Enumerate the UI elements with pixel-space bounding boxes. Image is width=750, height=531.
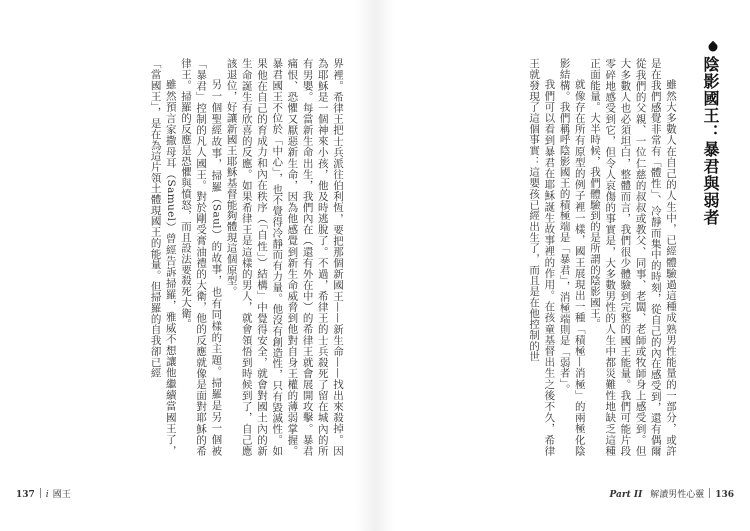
page-number: 137 xyxy=(16,490,35,500)
part-label: Part II xyxy=(609,490,643,500)
paragraph: 就像存在所有原型的例子裡一樣，國王展現出一種「積極—消極」的兩極化陰影結構。我們稱呼陰影國王的積極端是「暴君」，消極端則是「弱者」。 xyxy=(558,58,586,456)
page-number: 136 xyxy=(715,490,734,500)
section-title: 解讀男性心靈 xyxy=(650,490,705,500)
paragraph: 界裡。希律王把士兵派往伯利恆，要把那個新國王——新生命——找出來殺掉。因為耶穌是一個神來小孩，他及時逃脫了。不過，希律王的士兵殺死了留在城內的所有男嬰。每當新生命出生，我們內在（還有外在中）的希律王就會展開攻擊。暴君痛恨、恐懼又厭惡新生命，因為他感覺到新生命威脅到他對自身王權的薄弱掌握。暴君國王不位於「中心」，也不覺得冷靜而有力量。他沒有創造性，只有毀滅性。如果他在自己的育成力和內在秩序（「自性」）結構」中覺得安全，就會對國土內的新生命誕生有欣喜的反應。如果希律王是這樣的男人，就會領悟到時候到了，自己應該退位，好讓新國王耶穌基督能夠體現這個原型。 xyxy=(225,58,344,456)
right-folio xyxy=(610,487,735,500)
paragraph: 另一個聖經故事，掃羅（Saul）的故事，也有同樣的主題。掃羅是另一個被「暴君」控制的凡人國王。對於剛受膏油禮的大衛，他的反應就像是面對耶穌的希律王。掃羅的反應是恐懼與憤怒，而且設法要殺死大衛。 xyxy=(179,58,223,456)
folio-divider xyxy=(709,488,710,498)
folio-icon: i xyxy=(45,490,49,500)
left-page-body xyxy=(39,58,345,456)
paragraph: 我們可以看到暴君在耶穌誕生故事裡的作用。在孩童基督出生之後不久，希律王就發現了這個事實：這嬰孩已經出生了，而且是在他控制的世 xyxy=(528,58,556,456)
left-folio xyxy=(16,487,71,500)
section-heading: 陰影國王：暴君與弱者 xyxy=(701,56,720,226)
right-page xyxy=(375,0,750,531)
folio-title: 國王 xyxy=(52,490,71,500)
paragraph: 雖然大多數人在自己的人生中，已經體驗過這種成熟男性能量的一部分，或許是在我們感覺非常有「體性」、冷靜而集中的時刻，從自己的內在感受到，還有偶爾從我們的父親、一位仁慈的叔叔或教父、同事、老闆、老師或牧師身上感受到。但大多數人也必須坦白，整體而言，我們很少體驗到完整的國王能量。我們可能片段零碎地感受到它，但令人哀傷的事實是，大多數男性的人生中都災難性地缺乏這種正面能量。大半時候，我們體驗到的是所謂的陰影國王。 xyxy=(588,58,677,456)
folio-divider xyxy=(40,488,41,498)
paragraph: 雖然預言家撒母耳（Samuel）曾經告訴掃羅，雅威不想讓他繼續當國王了，「當國王」，是在為這片領土體現國王的能量。但掃羅的自我卻已經 xyxy=(149,58,177,456)
right-page-body xyxy=(464,58,678,456)
crown-bullet-icon xyxy=(707,40,719,52)
